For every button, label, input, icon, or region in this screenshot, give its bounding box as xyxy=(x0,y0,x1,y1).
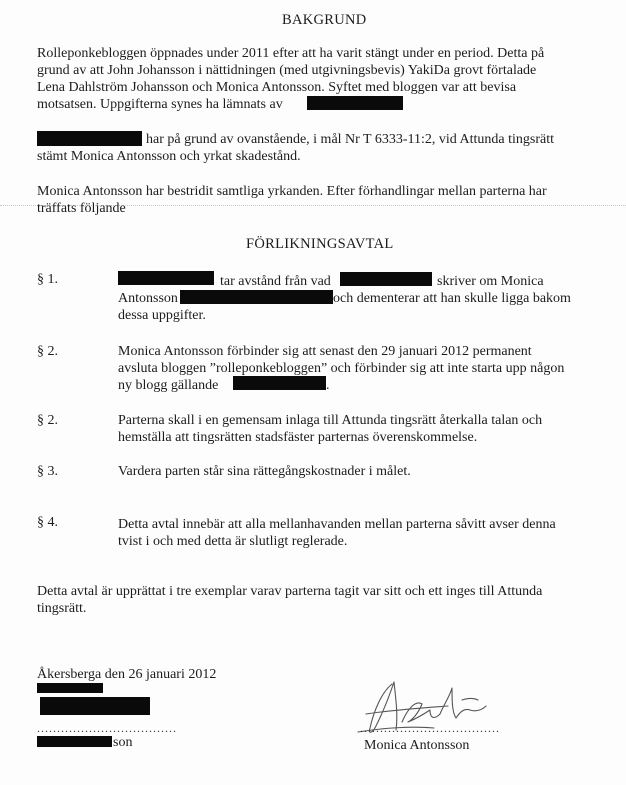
redaction-bar xyxy=(118,271,214,285)
bestridit-line-2: träffats följande xyxy=(37,201,126,216)
bakgrund-line-4: motsatsen. Uppgifterna synes ha lämnats av xyxy=(37,97,283,112)
clause-1-text: skriver om Monica xyxy=(437,274,544,289)
redaction-bar xyxy=(307,96,403,110)
redaction-bar xyxy=(40,697,150,715)
redaction-bar xyxy=(233,376,326,390)
clause-1-text: tar avstånd från vad xyxy=(220,274,331,289)
redaction-bar xyxy=(340,272,432,286)
clause-number: § 4. xyxy=(37,515,58,530)
bakgrund-line-1: Rolleponkebloggen öppnades under 2011 efter att ha varit stängt under en period. Detta på xyxy=(37,46,545,61)
clause-2-text: . xyxy=(326,378,330,393)
clause-number: § 2. xyxy=(37,344,58,359)
clause-2-text: Monica Antonsson förbinder sig att senast den 29 januari 2012 permanent xyxy=(118,344,532,359)
redaction-bar xyxy=(37,131,142,146)
right-signatory-name: Monica Antonsson xyxy=(364,738,470,753)
signature-line-left: ................................... xyxy=(37,721,177,735)
clause-number: § 2. xyxy=(37,413,58,428)
clause-1-text: Antonsson xyxy=(118,291,178,306)
clause-3-text: Parterna skall i en gemensam inlaga till Attunda tingsrätt återkalla talan och xyxy=(118,413,543,428)
clause-number: § 1. xyxy=(37,272,58,287)
clause-number: § 3. xyxy=(37,464,58,479)
clause-1-text: dessa uppgifter. xyxy=(118,308,206,323)
heading-bakgrund: BAKGRUND xyxy=(282,12,367,28)
redaction-bar xyxy=(37,683,103,693)
clause-4-text: Vardera parten står sina rättegångskostnader i målet. xyxy=(118,464,411,479)
bakgrund-line-3: Lena Dahlström Johansson och Monica Antonsson. Syftet med bloggen var att bevisa xyxy=(37,80,517,95)
heading-forlikningsavtal: FÖRLIKNINGSAVTAL xyxy=(246,236,394,252)
clause-2-text: avsluta bloggen ”rolleponkebloggen” och förbinder sig att inte starta upp någon xyxy=(118,361,565,376)
clause-1-text: och dementerar att han skulle ligga bakom xyxy=(333,291,571,306)
stamt-line-2: stämt Monica Antonsson och yrkat skadestånd. xyxy=(37,149,301,164)
stamt-line-1: har på grund av ovanstående, i mål Nr T 6333-11:2, vid Attunda tingsrätt xyxy=(146,132,554,147)
closing-line-2: tingsrätt. xyxy=(37,601,87,616)
place-date: Åkersberga den 26 januari 2012 xyxy=(37,667,217,682)
clause-2-text: ny blogg gällande xyxy=(118,378,219,393)
clause-3-text: hemställa att tingsrätten stadsfäster parternas överenskommelse. xyxy=(118,430,478,445)
bakgrund-line-2: grund av att John Johansson i nättidningen (med utgivningsbevis) YakiDa grovt förtalade xyxy=(37,63,537,78)
redaction-bar xyxy=(180,290,333,304)
clause-5-text: tvist i och med detta är slutligt reglerade. xyxy=(118,534,348,549)
clause-5-text: Detta avtal innebär att alla mellanhavanden mellan parterna såvitt avser denna xyxy=(118,517,556,532)
redaction-bar xyxy=(37,736,112,747)
closing-line-1: Detta avtal är upprättat i tre exemplar varav parterna tagit var sitt och ett inges till Attunda xyxy=(37,584,543,599)
signature-line-right: ................................... xyxy=(360,721,500,735)
left-signatory-fragment: son xyxy=(113,735,133,750)
bestridit-line-1: Monica Antonsson har bestridit samtliga yrkanden. Efter förhandlingar mellan parterna har xyxy=(37,184,547,199)
